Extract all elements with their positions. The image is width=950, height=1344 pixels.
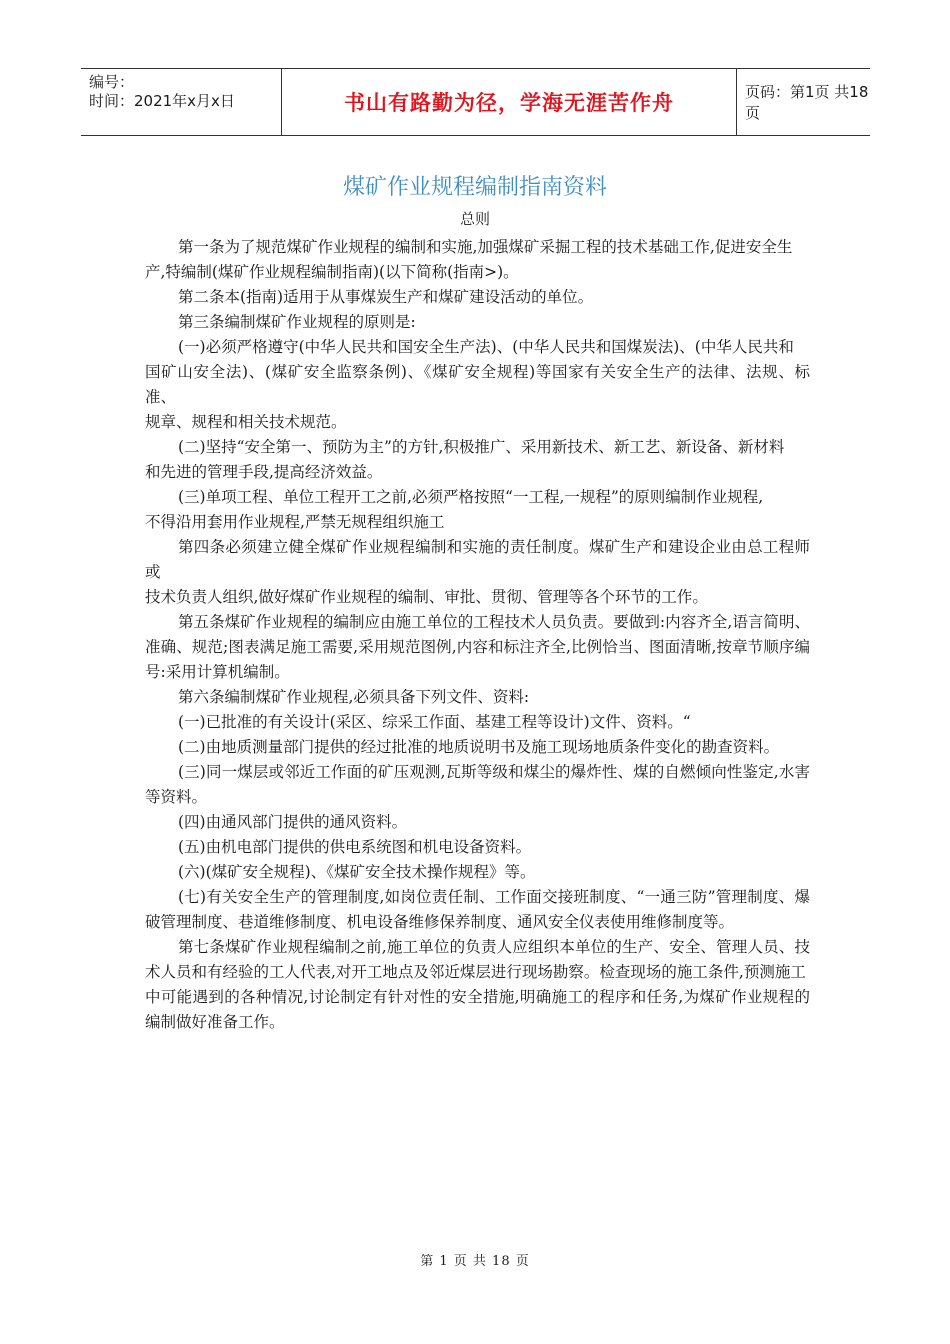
- body-paragraph: 规章、规程和相关技术规范。: [145, 413, 347, 431]
- body-paragraph: 第六条编制煤矿作业规程,必须具备下列文件、资料:: [178, 688, 530, 706]
- body-paragraph: (三)同一煤层或邻近工作面的矿压观测,瓦斯等级和煤尘的爆炸性、煤的自燃倾向性鉴定,水害等资料。: [145, 763, 810, 806]
- body-paragraph: 技术负责人组织,做好煤矿作业规程的编制、审批、贯彻、管理等各个环节的工作。: [145, 588, 708, 606]
- body-paragraph: 第七条煤矿作业规程编制之前,施工单位的负责人应组织本单位的生产、安全、管理人员、技术人员和有经验的工人代表,对开工地点及邻近煤层进行现场勘察。检查现场的施工条件,预测施工: [145, 938, 810, 981]
- body-paragraph: (七)有关安全生产的管理制度,如岗位责任制、工作面交接班制度、“一通三防”管理制度、爆破管理制度、巷道维修制度、机电设备维修保养制度、通风安全仪表使用维修制度等。: [145, 888, 810, 931]
- body-paragraph: 中可能遇到的各种情况,讨论制定有针对性的安全措施,明确施工的程序和任务,为煤矿作业规程的编制做好准备工作。: [145, 988, 810, 1031]
- body-paragraph: 第一条为了规范煤矿作业规程的编制和实施,加强煤矿采掘工程的技术基础工作,促进安全生: [178, 238, 793, 256]
- body-paragraph: 不得沿用套用作业规程,严禁无规程组织施工: [145, 513, 445, 531]
- body-paragraph: (三)单项工程、单位工程开工之前,必须严格按照“一工程,一规程”的原则编制作业规程,: [178, 488, 764, 506]
- header-motto-cell: [281, 69, 737, 135]
- body-paragraph: 产,特编制(煤矿作业规程编制指南)(以下简称(指南>)。: [145, 263, 519, 281]
- body-paragraph: 第五条煤矿作业规程的编制应由施工单位的工程技术人员负责。要做到:内容齐全,语言简明、准确、规范;图表满足施工需要,采用规范图例,内容和标注齐全,比例恰当、图面清晰,按章节顺序编号:采用计算机编制。: [145, 613, 810, 681]
- section-heading: 总则: [459, 210, 490, 228]
- document-time-label: 时间：2021年x月x日: [89, 92, 235, 110]
- document-title: 煤矿作业规程编制指南资料: [342, 175, 607, 200]
- page-header: [81, 68, 870, 136]
- body-paragraph: (二)由地质测量部门提供的经过批准的地质说明书及施工现场地质条件变化的勘查资料。: [178, 738, 780, 756]
- body-paragraph: 和先进的管理手段,提高经济效益。: [145, 463, 383, 481]
- body-paragraph: (五)由机电部门提供的供电系统图和机电设备资料。: [178, 838, 532, 856]
- body-paragraph: (六)(煤矿安全规程)、《煤矿安全技术操作规程》等。: [178, 863, 536, 881]
- header-page-info-cell: [737, 69, 870, 135]
- document-body: [145, 235, 810, 1035]
- page-footer: 第 1 页 共 18 页: [420, 1254, 530, 1269]
- body-paragraph: (一)已批准的有关设计(采区、综采工作面、基建工程等设计)文件、资料。“: [178, 713, 691, 731]
- document-code-label: 编号：: [89, 73, 135, 91]
- body-paragraph: 国矿山安全法)、(煤矿安全监察条例)、《煤矿安全规程)等国家有关安全生产的法律、法规、标准、: [145, 363, 810, 406]
- header-motto: 书山有路勤为径，学海无涯苦作舟: [344, 91, 674, 115]
- body-paragraph: 第二条本(指南)适用于从事煤炭生产和煤矿建设活动的单位。: [178, 288, 594, 306]
- header-left-cell: [81, 69, 281, 135]
- body-paragraph: 第四条必须建立健全煤矿作业规程编制和实施的责任制度。煤矿生产和建设企业由总工程师或: [145, 538, 810, 581]
- body-paragraph: (二)坚持“安全第一、预防为主”的方针,积极推广、采用新技术、新工艺、新设备、新材料: [178, 438, 785, 456]
- body-paragraph: (四)由通风部门提供的通风资料。: [178, 813, 408, 831]
- header-page-info: 页码：第1页 共18页: [745, 83, 869, 122]
- body-paragraph: 第三条编制煤矿作业规程的原则是:: [178, 313, 416, 331]
- body-paragraph: (一)必须严格遵守(中华人民共和国安全生产法)、(中华人民共和国煤炭法)、(中华人民共和: [178, 338, 794, 356]
